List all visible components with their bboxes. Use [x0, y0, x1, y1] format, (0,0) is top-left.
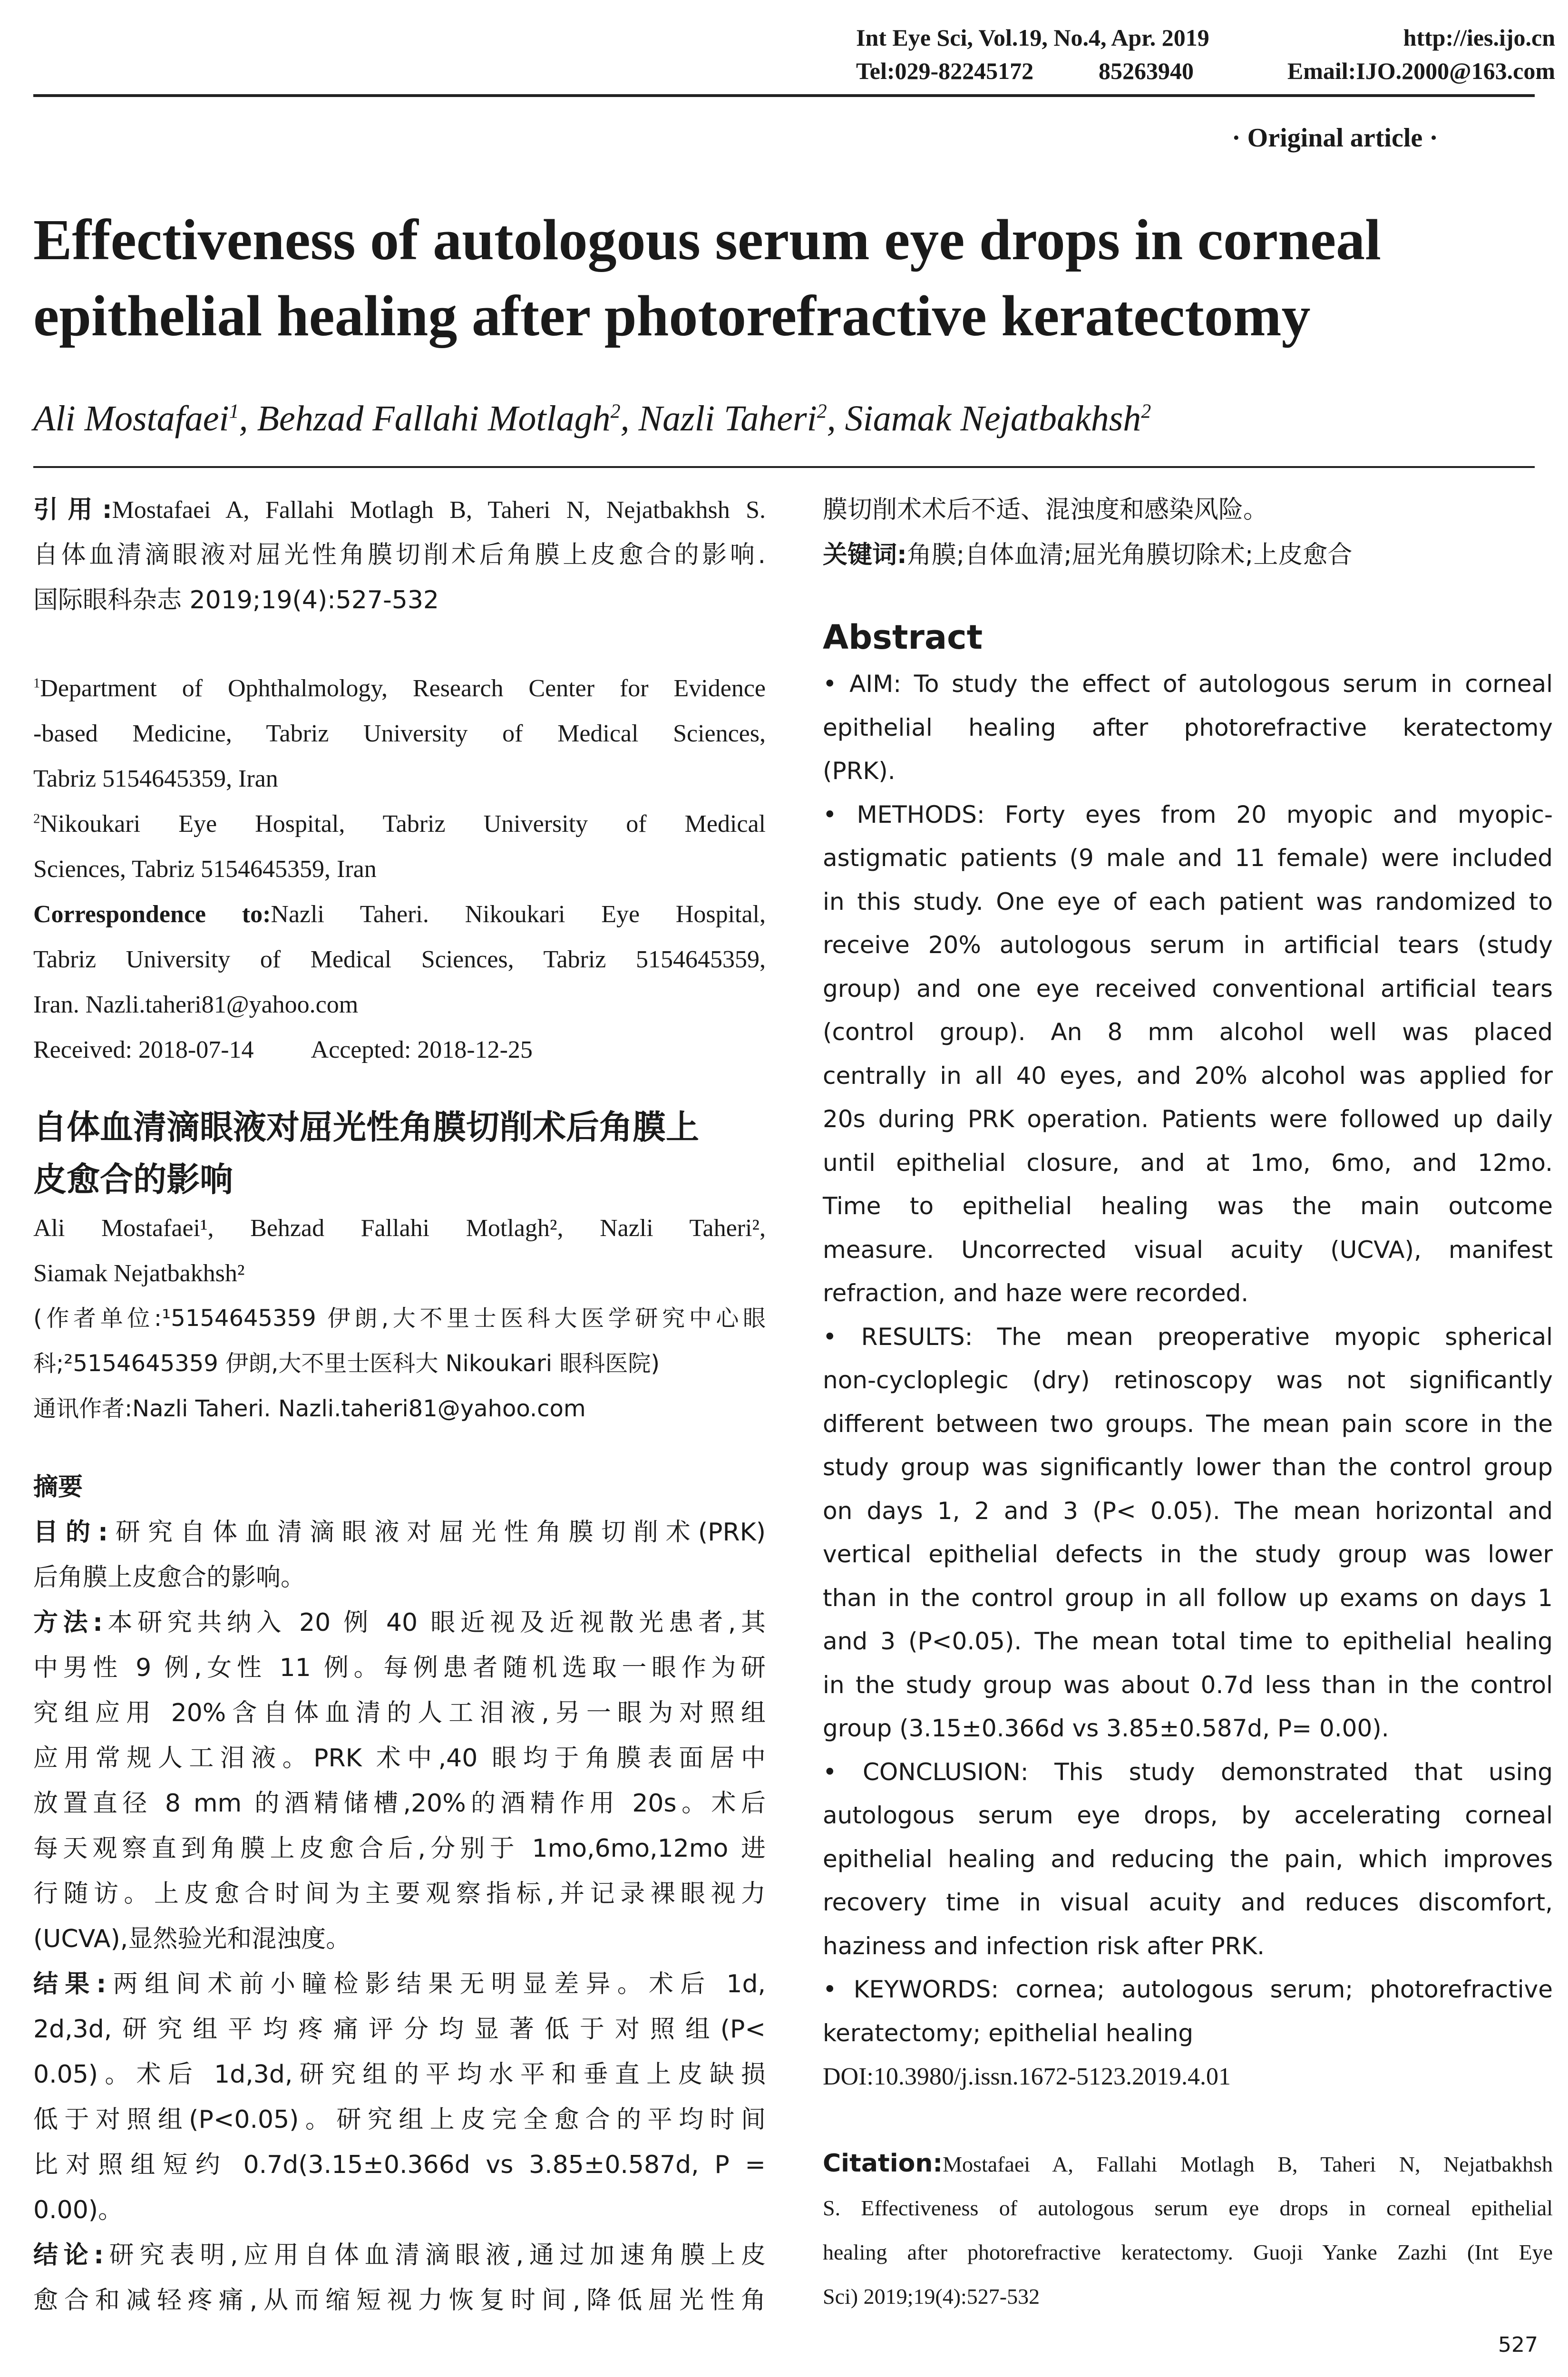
- article-type: · Original article ·: [1232, 123, 1438, 153]
- cn-aim-label: 目的:: [33, 1518, 108, 1547]
- cn-methods-line: 中男性 9 例,女性 11 例。每例患者随机选取一眼作为研: [33, 1654, 766, 1682]
- cn-results-line: 两组间术前小瞳检影结果无明显差异。术后 1d,: [106, 1970, 766, 1998]
- conclusion-line: haziness and infection risk after PRK.: [823, 1932, 1265, 1960]
- methods-line: • METHODS: Forty eyes from 20 myopic and myopic-: [823, 800, 1553, 828]
- cn-citation-line: 自体血清滴眼液对屈光性角膜切削术后角膜上皮愈合的影响.: [33, 541, 766, 569]
- methods-line: refraction, and haze were recorded.: [823, 1279, 1249, 1307]
- right-column: [823, 487, 1553, 2319]
- cn-keywords-label: 关键词:: [823, 541, 907, 569]
- correspondence-line[interactable]: Iran. Nazli.taheri81@yahoo.com: [33, 991, 359, 1018]
- conclusion-line: epithelial healing and reducing the pain, which improves: [823, 1845, 1553, 1873]
- cn-methods-label: 方法:: [33, 1608, 103, 1637]
- author-1: Ali Mostafaei: [33, 399, 229, 438]
- aim-line: (PRK).: [823, 757, 896, 785]
- affil-line: Tabriz 5154645359, Iran: [33, 765, 278, 792]
- results-line: study group was significantly lower than the control group: [823, 1453, 1553, 1481]
- author-sep: ,: [239, 399, 248, 438]
- journal-url[interactable]: http://ies.ijo.cn: [1403, 24, 1555, 51]
- affil-line: -based Medicine, Tabriz University of Medical Sciences,: [33, 720, 766, 747]
- citation-line: Sci) 2019;19(4):527-532: [823, 2284, 1040, 2309]
- running-header: [856, 23, 1555, 89]
- methods-line: centrally in all 40 eyes, and 20% alcohol was applied for: [823, 1062, 1553, 1090]
- cn-unit-line: (作者单位:¹5154645359 伊朗,大不里士医科大医学研究中心眼: [33, 1305, 766, 1332]
- title-rule: [33, 466, 1535, 468]
- affil-1-mark: 1: [33, 676, 40, 691]
- cn-citation-line: 国际眼科杂志 2019;19(4):527-532: [33, 586, 439, 614]
- conclusion-line: autologous serum eye drops, by accelerating corneal: [823, 1802, 1553, 1829]
- article-title: [33, 202, 1536, 354]
- cn-conclusion-line: 愈合和减轻疼痛,从而缩短视力恢复时间,降低屈光性角: [33, 2286, 766, 2315]
- cn-results-line: 比对照组短约 0.7d(3.15±0.366d vs 3.85±0.587d, P =: [33, 2151, 766, 2179]
- keywords-line: keratectomy; epithelial healing: [823, 2019, 1194, 2047]
- affil-line: Nikoukari Eye Hospital, Tabriz University of Medical: [40, 810, 766, 838]
- cn-results-line: 0.00)。: [33, 2196, 123, 2224]
- author-sep: ,: [620, 399, 630, 438]
- conclusion-line: • CONCLUSION: This study demonstrated that using: [823, 1758, 1553, 1786]
- cn-abstract-cont: [823, 487, 1553, 578]
- cn-abstract: [33, 1465, 766, 2323]
- results-line: and 3 (P<0.05). The mean total time to epithelial healing: [823, 1627, 1553, 1655]
- author-3: Nazli Taheri: [638, 399, 817, 438]
- author-sep: ,: [827, 399, 836, 438]
- page-number: 527: [1498, 2333, 1538, 2357]
- cn-aim-line: 后角膜上皮愈合的影响。: [33, 1563, 306, 1592]
- cn-methods-line: 行随访。上皮愈合时间为主要观察指标,并记录裸眼视力: [33, 1880, 766, 1908]
- cn-unit-block: [33, 1296, 766, 1432]
- methods-line: 20s during PRK operation. Patients were followed up daily: [823, 1105, 1553, 1133]
- cn-methods-line: 本研究共纳入 20 例 40 眼近视及近视散光患者,其: [102, 1608, 766, 1637]
- cn-results-label: 结果:: [33, 1970, 107, 1998]
- methods-line: (control group). An 8 mm alcohol well was placed: [823, 1018, 1553, 1046]
- received-date: Received: 2018-07-14: [33, 1036, 254, 1063]
- methods-line: Time to epithelial healing was the main outcome: [823, 1192, 1553, 1220]
- header-rule: [33, 94, 1535, 97]
- author-4: Siamak Nejatbakhsh: [845, 399, 1141, 438]
- cn-citation-line: Mostafaei A, Fallahi Motlagh B, Taheri N, Nejatbakhsh S.: [112, 497, 766, 524]
- methods-line: until epithelial closure, and at 1mo, 6mo, and 12mo.: [823, 1149, 1553, 1177]
- citation-line: Mostafaei A, Fallahi Motlagh B, Taheri N, Nejatbakhsh: [943, 2152, 1553, 2176]
- author-list: [33, 395, 1151, 442]
- journal-citation: Int Eye Sci, Vol.19, No.4, Apr. 2019: [856, 24, 1209, 51]
- results-line: non-cycloplegic (dry) retinoscopy was not significantly: [823, 1366, 1553, 1394]
- doi[interactable]: DOI:10.3980/j.issn.1672-5123.2019.4.01: [823, 2063, 1231, 2090]
- cn-results-line: 低于对照组(P<0.05)。研究组上皮完全愈合的平均时间: [33, 2105, 766, 2134]
- cn-conclusion-label: 结论:: [33, 2241, 104, 2270]
- cn-abstract-heading: 摘要: [33, 1473, 83, 1501]
- journal-tel: Tel:029-82245172: [856, 58, 1034, 84]
- affil-line: Sciences, Tabriz 5154645359, Iran: [33, 856, 377, 883]
- cn-results-line: 2d,3d,研究组平均疼痛评分均显著低于对照组(P<: [33, 2015, 766, 2044]
- methods-line: group) and one eye received conventional artificial tears: [823, 974, 1553, 1003]
- cn-citation: [33, 487, 766, 623]
- affiliations: [33, 666, 766, 1072]
- results-line: in the study group was about 0.7d less than in the control: [823, 1671, 1553, 1699]
- results-line: different between two groups. The mean pain score in the: [823, 1410, 1553, 1438]
- author-3-affil: 2: [817, 400, 827, 423]
- journal-tel-2: 85263940: [1099, 58, 1194, 84]
- cn-methods-line: 究组应用 20%含自体血清的人工泪液,另一眼为对照组: [33, 1699, 766, 1727]
- author-2-affil: 2: [610, 400, 621, 423]
- aim-line: epithelial healing after photorefractive keratectomy: [823, 713, 1553, 741]
- cn-methods-line: 每天观察直到角膜上皮愈合后,分别于 1mo,6mo,12mo 进: [33, 1834, 766, 1863]
- affil-line: Department of Ophthalmology, Research Center for Evidence: [40, 675, 766, 702]
- abstract-heading: Abstract: [823, 618, 983, 657]
- results-line: than in the control group in all follow up exams on days 1: [823, 1584, 1553, 1612]
- author-2: Behzad Fallahi Motlagh: [257, 399, 611, 438]
- results-line: on days 1, 2 and 3 (P< 0.05). The mean horizontal and: [823, 1497, 1553, 1525]
- left-column: [33, 487, 766, 2323]
- cn-title-line: 自体血清滴眼液对屈光性角膜切削术后角膜上: [33, 1108, 699, 1147]
- cn-author-block: [33, 1206, 766, 1296]
- author-1-affil: 1: [229, 400, 239, 423]
- methods-line: astigmatic patients (9 male and 11 female) were included: [823, 844, 1553, 872]
- results-line: • RESULTS: The mean preoperative myopic spherical: [823, 1323, 1553, 1351]
- author-4-affil: 2: [1141, 400, 1151, 423]
- title-line-2: epithelial healing after photorefractive keratectomy: [33, 284, 1311, 348]
- accepted-date: Accepted: 2018-12-25: [311, 1036, 533, 1063]
- methods-line: measure. Uncorrected visual acuity (UCVA), manifest: [823, 1236, 1553, 1264]
- cn-keywords: 角膜;自体血清;屈光角膜切除术;上皮愈合: [906, 541, 1353, 569]
- cn-title-line: 皮愈合的影响: [33, 1160, 233, 1199]
- cn-methods-line: 放置直径 8 mm 的酒精储槽,20%的酒精作用 20s。术后: [33, 1789, 766, 1818]
- cn-conclusion-line: 膜切削术术后不适、混浊度和感染风险。: [823, 496, 1268, 524]
- title-line-1: Effectiveness of autologous serum eye drops in corneal: [33, 208, 1381, 272]
- conclusion-line: recovery time in visual acuity and reduces discomfort,: [823, 1889, 1553, 1916]
- cn-methods-line: 应用常规人工泪液。PRK 术中,40 眼均于角膜表面居中: [33, 1744, 766, 1773]
- cn-correspondence: 通讯作者:Nazli Taheri. Nazli.taheri81@yahoo.com: [33, 1395, 586, 1422]
- aim-line: • AIM: To study the effect of autologous serum in corneal: [823, 670, 1553, 698]
- cn-unit-line: 科;²5154645359 伊朗,大不里士医科大 Nikoukari 眼科医院): [33, 1350, 660, 1377]
- cn-authors-line: Siamak Nejatbakhsh²: [33, 1260, 245, 1287]
- cn-results-line: 0.05)。术后 1d,3d,研究组的平均水平和垂直上皮缺损: [33, 2060, 766, 2089]
- cn-aim-line: 研究自体血清滴眼液对屈光性角膜切削术(PRK): [107, 1518, 766, 1547]
- correspondence-label: Correspondence to:: [33, 901, 271, 928]
- cn-citation-label: 引用:: [33, 496, 112, 524]
- citation-line: S. Effectiveness of autologous serum eye drops in corneal epithelial: [823, 2195, 1553, 2220]
- citation-block: [823, 2142, 1553, 2319]
- correspondence-line: Tabriz University of Medical Sciences, Tabriz 5154645359,: [33, 946, 766, 973]
- citation-line: healing after photorefractive keratectomy. Guoji Yanke Zazhi (Int Eye: [823, 2240, 1553, 2264]
- cn-title: [33, 1101, 766, 1206]
- english-abstract: [823, 662, 1553, 2099]
- affil-2-mark: 2: [33, 811, 40, 827]
- correspondence-line: Nazli Taheri. Nikoukari Eye Hospital,: [271, 901, 766, 928]
- methods-line: receive 20% autologous serum in artificial tears (study: [823, 931, 1553, 959]
- journal-email[interactable]: Email:IJO.2000@163.com: [1287, 58, 1555, 84]
- keywords-line: • KEYWORDS: cornea; autologous serum; photorefractive: [823, 1976, 1553, 2003]
- cn-conclusion-line: 研究表明,应用自体血清滴眼液,通过加速角膜上皮: [104, 2241, 766, 2270]
- cn-authors-line: Ali Mostafaei¹, Behzad Fallahi Motlagh², Nazli Taheri²,: [33, 1215, 766, 1242]
- results-line: vertical epithelial defects in the study group was lower: [823, 1540, 1553, 1568]
- results-line: group (3.15±0.366d vs 3.85±0.587d, P= 0.00).: [823, 1715, 1389, 1742]
- methods-line: in this study. One eye of each patient was randomized to: [823, 887, 1553, 916]
- cn-methods-line: (UCVA),显然验光和混浊度。: [33, 1925, 351, 1953]
- citation-label: Citation:: [823, 2149, 943, 2178]
